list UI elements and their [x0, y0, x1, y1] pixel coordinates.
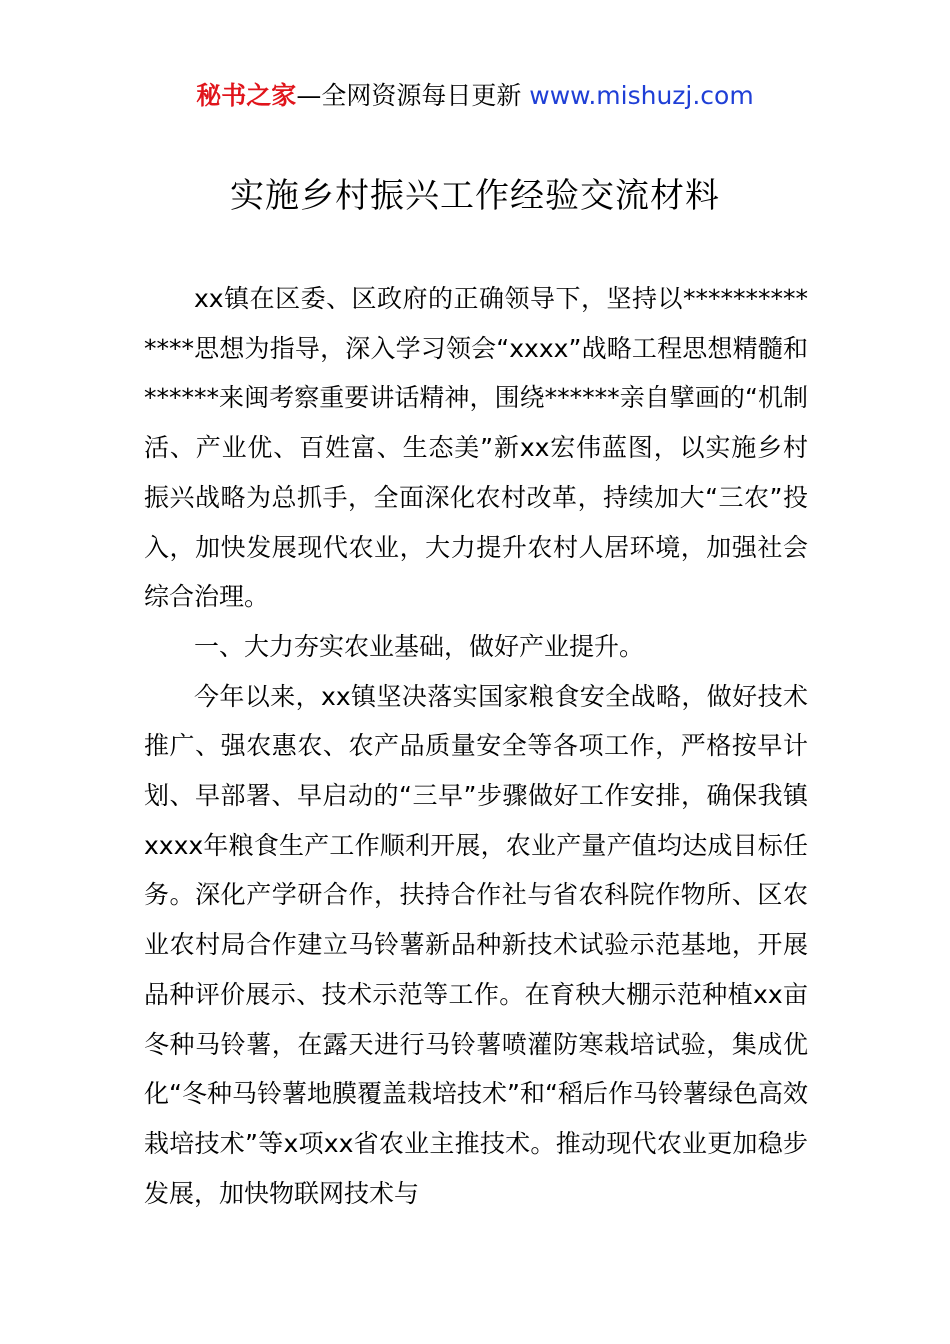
- section-heading: 一、大力夯实农业基础，做好产业提升。: [194, 631, 645, 661]
- site-tagline: —全网资源每日更新: [296, 81, 522, 110]
- paragraph-intro: xx镇在区委、区政府的正确领导下，坚持以**************思想为指导，深入学习领会“xxxx”战略工程思想精髓和******来闽考察重要讲话精神，围绕******亲自擘画的“机制活、产业优、百姓富、生态美”新xx宏伟蓝图，以实施乡村振兴战略为总抓手，全面深化农村改革，持续加大“三农”投入，加快发展现代农业，大力提升农村人居环境，加强社会综合治理。: [144, 284, 808, 612]
- document-title: 实施乡村振兴工作经验交流材料: [230, 176, 720, 216]
- site-url-link[interactable]: www.mishuzj.com: [529, 81, 754, 110]
- paragraph-section-one: 今年以来，xx镇坚决落实国家粮食安全战略，做好技术推广、强农惠农、农产品质量安全等各项工作，严格按早计划、早部署、早启动的“三早”步骤做好工作安排，确保我镇xxxx年粮食生产工作顺利开展，农业产量产值均达成目标任务。深化产学研合作，扶持合作社与省农科院作物所、区农业农村局合作建立马铃薯新品种新技术试验示范基地，开展品种评价展示、技术示范等工作。在育秧大棚示范种植xx亩冬种马铃薯，在露天进行马铃薯喷灌防寒栽培试验，集成优化“冬种马铃薯地膜覆盖栽培技术”和“稻后作马铃薯绿色高效栽培技术”等x项xx省农业主推技术。推动现代农业更加稳步发展，加快物联网技术与: [144, 681, 808, 1208]
- site-brand: 秘书之家: [196, 81, 297, 110]
- document-body: [144, 274, 808, 1218]
- site-header: [0, 78, 950, 114]
